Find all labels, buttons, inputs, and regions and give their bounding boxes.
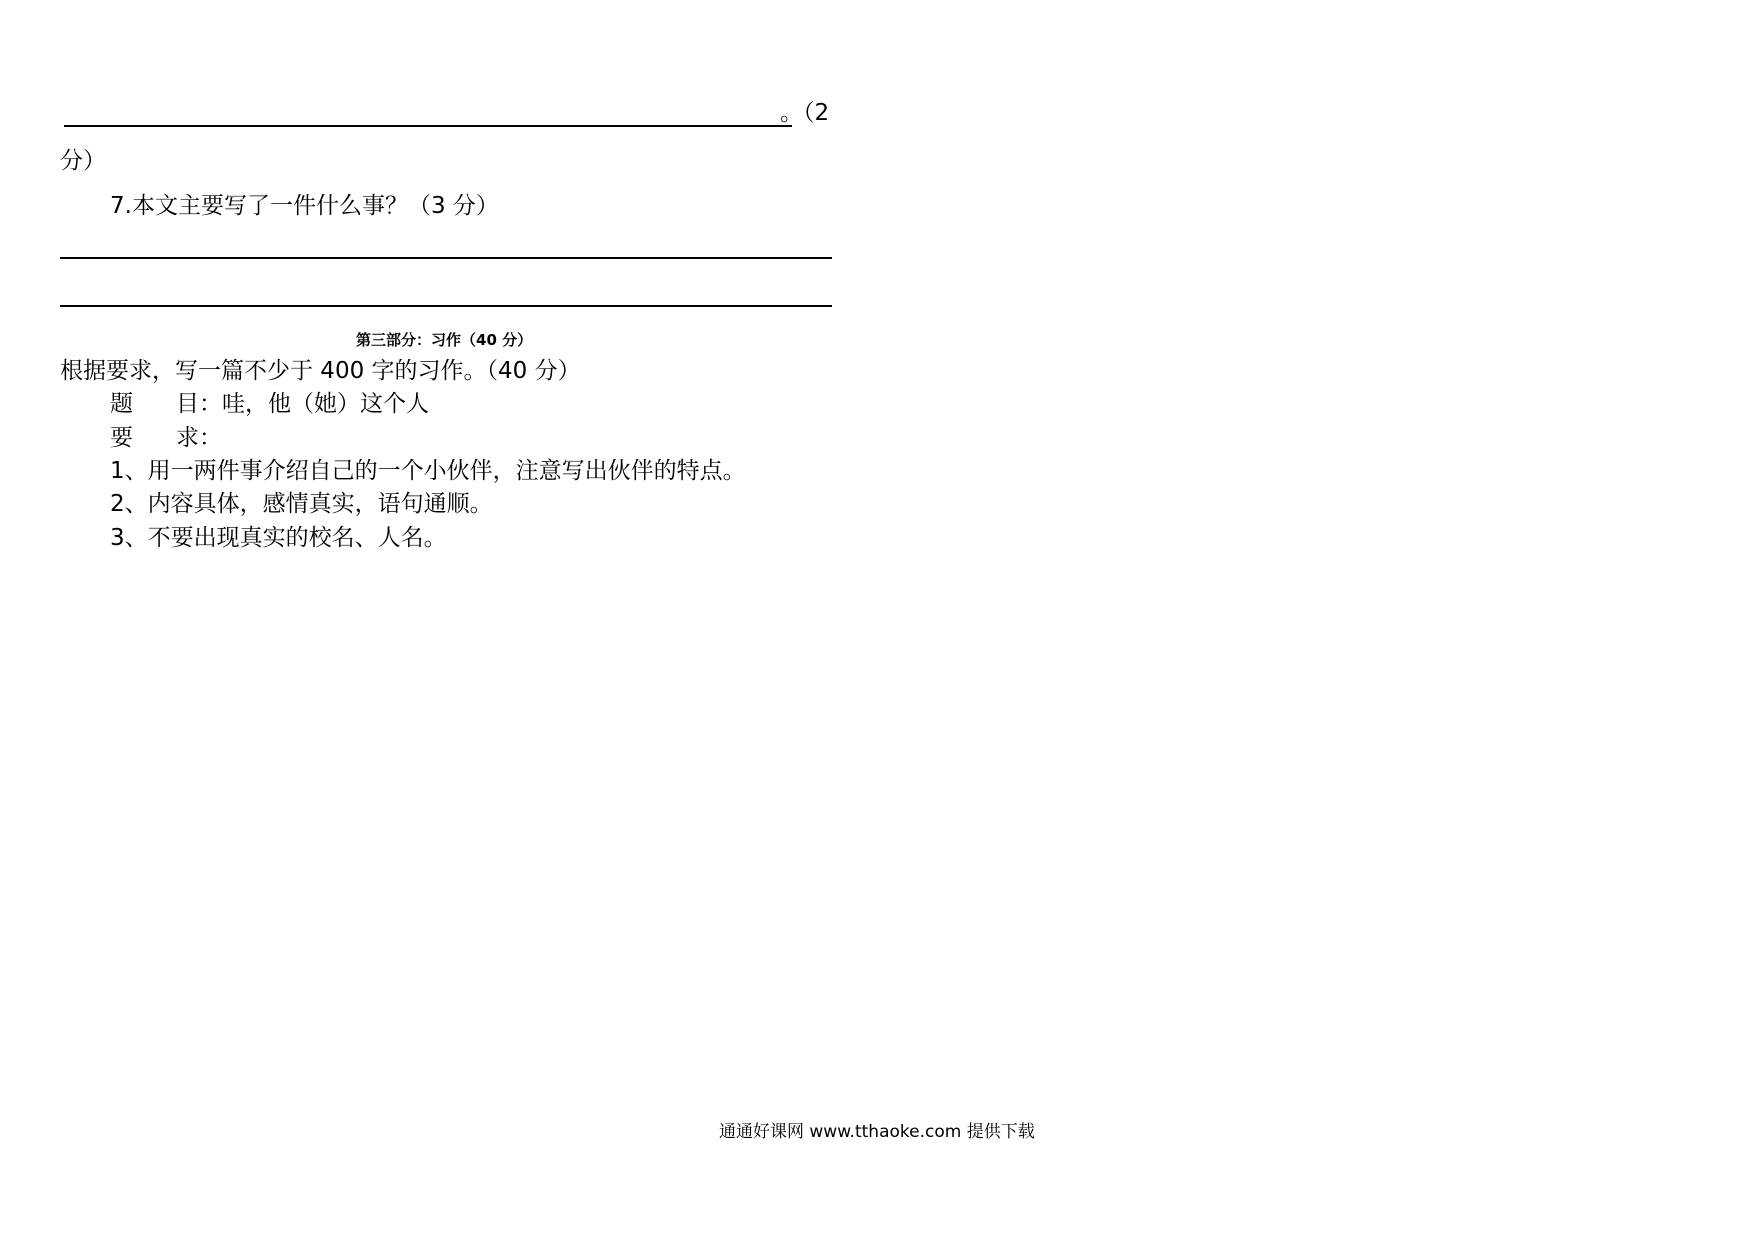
topic-text: 哇，他（她）这个人 [222, 391, 429, 417]
topic-line [110, 389, 429, 419]
requirement-item: 1、用一两件事介绍自己的一个小伙伴，注意写出伙伴的特点。 [110, 458, 746, 484]
footer-download-note: 通通好课网 www.tthaoke.com 提供下载 [719, 1122, 1035, 1142]
q6-score-cont: 分） [60, 148, 106, 174]
topic-label-a: 题 [110, 391, 133, 417]
requirement-item: 2、内容具体，感情真实，语句通顺。 [110, 491, 493, 517]
answer-line-q6 [64, 125, 792, 127]
req-label-a: 要 [110, 425, 133, 451]
section-heading-part3: 第三部分：习作（40 分） [356, 331, 533, 349]
requirements-label-line [110, 423, 222, 453]
requirement-item: 3、不要出现真实的校名、人名。 [110, 525, 447, 551]
req-label-b: 求： [176, 425, 222, 451]
topic-label-b: 目： [176, 391, 222, 417]
answer-line-q7-2 [60, 305, 832, 307]
question-7: 7.本文主要写了一件什么事？（3 分） [110, 193, 499, 219]
composition-instructions: 根据要求，写一篇不少于 400 字的习作。（40 分） [60, 358, 581, 384]
answer-line-q7-1 [60, 257, 832, 259]
q6-score-tail: 。（2 [780, 100, 830, 126]
